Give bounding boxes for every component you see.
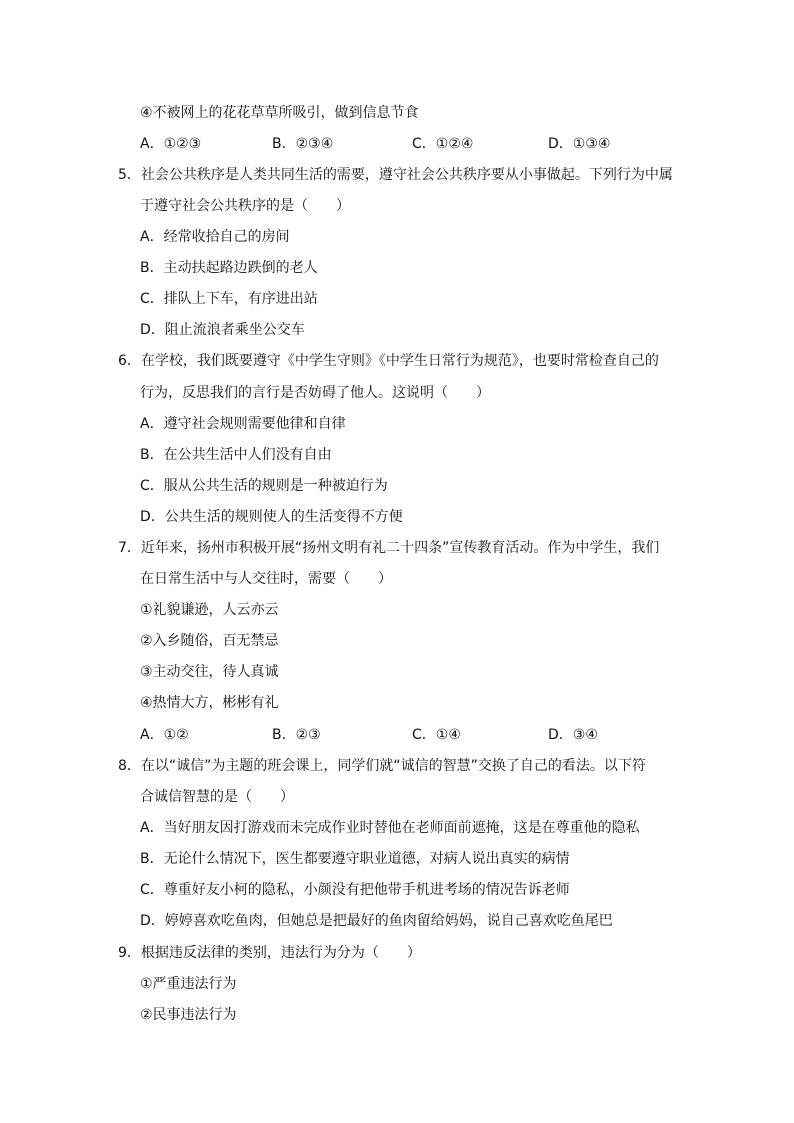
- q8-option-b: B．无论什么情况下，医生都要遵守职业道德，对病人说出真实的病情: [140, 851, 570, 867]
- q5-stem-line1: 5．社会公共秩序是人类共同生活的需要，遵守社会公共秩序要从小事做起。下列行为中属: [118, 167, 673, 183]
- q9-statement-1: ①严重违法行为: [140, 976, 237, 992]
- q4-option-c: C．①②④: [412, 136, 474, 152]
- q7-option-c: C．①④: [412, 727, 461, 743]
- q5-option-b: B．主动扶起路边跌倒的老人: [140, 260, 318, 276]
- q7-option-d: D．③④: [548, 727, 598, 743]
- q9-statement-2: ②民事违法行为: [140, 1007, 237, 1023]
- q7-stem-line1: 7．近年来，扬州市积极开展“扬州文明有礼二十四条”宣传教育活动。作为中学生，我们: [118, 540, 660, 556]
- q8-option-a: A．当好朋友因打游戏而未完成作业时替他在老师面前遮掩，这是在尊重他的隐私: [140, 820, 640, 836]
- q6-stem-line2: 行为，反思我们的言行是否妨碍了他人。这说明（ ）: [140, 385, 490, 401]
- q6-option-d: D．公共生活的规则使人的生活变得不方便: [140, 509, 403, 525]
- q6-option-c: C．服从公共生活的规则是一种被迫行为: [140, 478, 388, 494]
- q7-stem-line2: 在日常生活中与人交往时，需要（ ）: [140, 571, 392, 587]
- q6-option-b: B．在公共生活中人们没有自由: [140, 447, 332, 463]
- q7-option-a: A．①②: [140, 727, 189, 743]
- q7-statement-4: ④热情大方，彬彬有礼: [140, 695, 279, 711]
- q7-option-b: B．②③: [272, 727, 321, 743]
- q6-option-a: A．遵守社会规则需要他律和自律: [140, 416, 346, 432]
- q7-statement-2: ②入乡随俗，百无禁忌: [140, 633, 279, 649]
- q4-option-d: D．①③④: [548, 136, 611, 152]
- q8-option-c: C．尊重好友小柯的隐私，小颜没有把他带手机进考场的情况告诉老师: [140, 882, 570, 898]
- q7-statement-1: ①礼貌谦逊，人云亦云: [140, 602, 279, 618]
- q5-option-c: C．排队上下车，有序进出站: [140, 291, 318, 307]
- q5-option-a: A．经常收拾自己的房间: [140, 229, 290, 245]
- q8-stem-line1: 8．在以“诚信”为主题的班会课上，同学们就“诚信的智慧”交换了自己的看法。以下符: [118, 758, 646, 774]
- q5-stem-line2: 于遵守社会公共秩序的是（ ）: [140, 198, 350, 214]
- q4-statement-4: ④不被网上的花花草草所吸引，做到信息节食: [140, 105, 419, 121]
- q4-option-b: B．②③④: [272, 136, 334, 152]
- q9-stem: 9．根据违反法律的类别，违法行为分为（ ）: [118, 945, 421, 961]
- q6-stem-line1: 6．在学校，我们既要遵守《中学生守则》《中学生日常行为规范》，也要时常检查自己的: [118, 353, 659, 369]
- q4-option-a: A．①②③: [140, 136, 202, 152]
- q7-statement-3: ③主动交往，待人真诚: [140, 664, 279, 680]
- q8-option-d: D．婷婷喜欢吃鱼肉，但她总是把最好的鱼肉留给妈妈，说自己喜欢吃鱼尾巴: [140, 913, 613, 929]
- q5-option-d: D．阻止流浪者乘坐公交车: [140, 322, 305, 338]
- q8-stem-line2: 合诚信智慧的是（ ）: [140, 789, 294, 805]
